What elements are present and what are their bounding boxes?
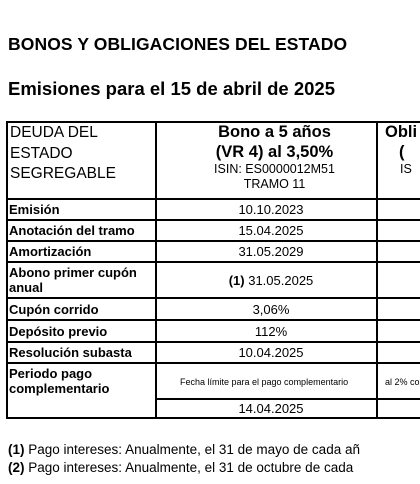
periodo-label-line-1: Periodo pago: [9, 366, 93, 381]
abono-label-line-2: anual: [9, 280, 43, 295]
row-label-emision: Emisión: [9, 202, 60, 217]
footnote-2: [8, 460, 353, 475]
row-label-amortizacion: Amortización: [9, 244, 92, 259]
row-divider-2: [6, 240, 420, 242]
row-value-cupon-corrido: 3,06%: [252, 302, 290, 317]
row-label-resolucion: Resolución subasta: [9, 345, 132, 360]
obligacion-header: [385, 122, 417, 177]
row-value-resolucion: 10.04.2025: [238, 345, 304, 360]
page-title: BONOS Y OBLIGACIONES DEL ESTADO: [8, 34, 348, 54]
periodo-label-line-2: complementario: [9, 381, 110, 396]
obligacion-rate: (: [399, 143, 405, 161]
row-divider-1: [6, 219, 420, 221]
bono-tramo: TRAMO 11: [243, 177, 306, 191]
bono-title: Bono a 5 años: [218, 123, 331, 141]
row-divider-6: [6, 341, 420, 343]
row-value-deposito: 112%: [254, 324, 288, 339]
row-label-cupon-corrido: Cupón corrido: [9, 302, 99, 317]
footnote-1-text: Pago intereses: Anualmente, el 31 de mayo de cada añ: [24, 442, 360, 457]
periodo-fecha-limite: Fecha límite para el pago complementario: [180, 377, 349, 387]
row-value-abono: [161, 273, 381, 288]
bono-header: [161, 122, 388, 192]
row-divider-5: [6, 319, 420, 321]
table-corner-label: [10, 123, 116, 185]
footnote-1: [8, 442, 360, 457]
row-value-emision: 10.10.2023: [238, 202, 304, 217]
row-divider-3: [6, 261, 420, 263]
table-border-bottom: [6, 417, 420, 419]
row-divider-7: [6, 362, 420, 364]
row-label-deposito: Depósito previo: [9, 324, 108, 339]
abono-label-line-1: Abono primer cupón: [9, 265, 137, 280]
page-subtitle: Emisiones para el 15 de abril de 2025: [8, 78, 336, 99]
row-label-anotacion: Anotación del tramo: [9, 223, 135, 238]
bono-rate: (VR 4) al 3,50%: [215, 143, 334, 161]
obligacion-title: Obli: [385, 123, 418, 141]
row-value-anotacion: 15.04.2025: [238, 223, 304, 238]
row-value-amortizacion: 31.05.2029: [238, 244, 304, 259]
table-border-left: [6, 121, 8, 419]
periodo-inner-divider: [155, 398, 420, 400]
footnote-2-marker: (2): [8, 460, 25, 475]
note-marker-1: (1): [228, 273, 245, 288]
obligacion-isin: IS: [400, 162, 412, 176]
footnote-2-text: Pago intereses: Anualmente, el 31 de octubre de cada: [24, 460, 354, 475]
row-value-periodo: 14.04.2025: [238, 401, 304, 416]
corner-label-line-3: SEGREGABLE: [10, 165, 116, 182]
row-label-abono: [9, 265, 137, 295]
bono-isin: ISIN: ES0000012M51: [214, 162, 335, 176]
corner-label-line-1: DEUDA DEL: [10, 124, 98, 141]
row-divider-4: [6, 297, 420, 299]
emissions-table: [6, 121, 420, 419]
corner-label-line-2: ESTADO: [10, 144, 73, 162]
row-divider-header: [6, 198, 420, 200]
footnote-1-marker: (1): [8, 442, 25, 457]
abono-date: 31.05.2025: [248, 273, 314, 288]
table-divider-label: [155, 121, 157, 419]
row-label-periodo: [9, 366, 109, 396]
periodo-complementario-pct: al 2% co: [385, 377, 420, 387]
